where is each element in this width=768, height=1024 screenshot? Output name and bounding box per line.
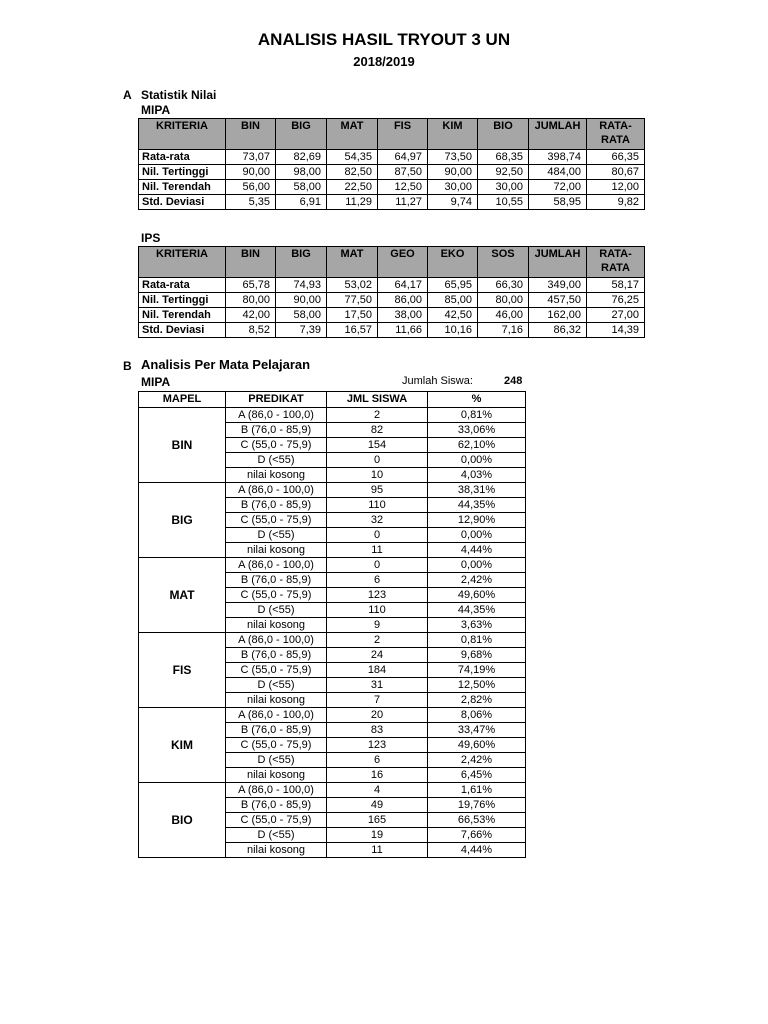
column-header: MAT: [327, 247, 378, 278]
count-cell: 154: [327, 438, 428, 453]
table-header-row: [139, 392, 526, 408]
table-row: [139, 408, 526, 423]
table-cell: 484,00: [529, 165, 587, 180]
count-cell: 6: [327, 753, 428, 768]
table-cell: 90,00: [428, 165, 478, 180]
table-cell: 7,39: [276, 323, 327, 338]
table-header-row: [139, 119, 645, 150]
count-cell: 6: [327, 573, 428, 588]
count-cell: 20: [327, 708, 428, 723]
percent-cell: 1,61%: [428, 783, 526, 798]
percent-cell: 49,60%: [428, 738, 526, 753]
jumlah-siswa-label: Jumlah Siswa:: [402, 375, 473, 387]
predikat-cell: A (86,0 - 100,0): [226, 558, 327, 573]
table-cell: 30,00: [478, 180, 529, 195]
page-subtitle: 2018/2019: [353, 54, 415, 69]
table-cell: 5,35: [226, 195, 276, 210]
predikat-cell: nilai kosong: [226, 693, 327, 708]
count-cell: 19: [327, 828, 428, 843]
column-header: JUMLAH: [529, 119, 587, 150]
percent-cell: 0,00%: [428, 558, 526, 573]
predikat-cell: D (<55): [226, 678, 327, 693]
column-header: BIG: [276, 247, 327, 278]
count-cell: 0: [327, 558, 428, 573]
count-cell: 49: [327, 798, 428, 813]
mipa-stats-table: [138, 118, 645, 210]
column-header: KIM: [428, 119, 478, 150]
count-cell: 123: [327, 588, 428, 603]
column-header: JUMLAH: [529, 247, 587, 278]
count-cell: 95: [327, 483, 428, 498]
percent-cell: 12,90%: [428, 513, 526, 528]
percent-cell: 49,60%: [428, 588, 526, 603]
row-criterion: Nil. Tertinggi: [139, 165, 226, 180]
subject-name: BIN: [139, 408, 226, 483]
table-cell: 30,00: [428, 180, 478, 195]
table-cell: 11,29: [327, 195, 378, 210]
percent-cell: 4,44%: [428, 843, 526, 858]
column-header: BIG: [276, 119, 327, 150]
percent-cell: 2,42%: [428, 573, 526, 588]
count-cell: 123: [327, 738, 428, 753]
table-cell: 12,00: [587, 180, 645, 195]
table-cell: 80,00: [478, 293, 529, 308]
percent-cell: 66,53%: [428, 813, 526, 828]
subject-name: MAT: [139, 558, 226, 633]
table-row: [139, 165, 645, 180]
column-header: GEO: [378, 247, 428, 278]
table-cell: 10,55: [478, 195, 529, 210]
predikat-cell: C (55,0 - 75,9): [226, 513, 327, 528]
percent-cell: 33,06%: [428, 423, 526, 438]
section-b-sub-label: MIPA: [141, 375, 171, 389]
count-cell: 110: [327, 498, 428, 513]
predikat-cell: nilai kosong: [226, 468, 327, 483]
row-criterion: Nil. Terendah: [139, 308, 226, 323]
percent-cell: 0,00%: [428, 453, 526, 468]
table-cell: 8,52: [226, 323, 276, 338]
count-cell: 2: [327, 408, 428, 423]
predikat-cell: C (55,0 - 75,9): [226, 738, 327, 753]
count-cell: 11: [327, 843, 428, 858]
table-cell: 54,35: [327, 150, 378, 165]
table-cell: 76,25: [587, 293, 645, 308]
column-header: KRITERIA: [139, 119, 226, 150]
table-cell: 14,39: [587, 323, 645, 338]
predikat-cell: B (76,0 - 85,9): [226, 798, 327, 813]
count-cell: 2: [327, 633, 428, 648]
percent-cell: 6,45%: [428, 768, 526, 783]
table-cell: 73,07: [226, 150, 276, 165]
column-header: EKO: [428, 247, 478, 278]
column-header: FIS: [378, 119, 428, 150]
table-cell: 58,00: [276, 180, 327, 195]
subject-name: FIS: [139, 633, 226, 708]
predikat-cell: D (<55): [226, 828, 327, 843]
table-cell: 90,00: [226, 165, 276, 180]
section-a-letter: A: [123, 88, 132, 102]
table-cell: 80,67: [587, 165, 645, 180]
table-row: [139, 150, 645, 165]
predikat-cell: B (76,0 - 85,9): [226, 423, 327, 438]
predikat-cell: B (76,0 - 85,9): [226, 498, 327, 513]
count-cell: 184: [327, 663, 428, 678]
percent-cell: 7,66%: [428, 828, 526, 843]
table-cell: 6,91: [276, 195, 327, 210]
percent-cell: 12,50%: [428, 678, 526, 693]
column-header: MAT: [327, 119, 378, 150]
table-row: [139, 180, 645, 195]
table-cell: 56,00: [226, 180, 276, 195]
subject-name: BIO: [139, 783, 226, 858]
predikat-cell: A (86,0 - 100,0): [226, 408, 327, 423]
table-row: [139, 308, 645, 323]
row-criterion: Std. Deviasi: [139, 195, 226, 210]
column-header: JML SISWA: [327, 392, 428, 408]
percent-cell: 44,35%: [428, 603, 526, 618]
table-cell: 82,69: [276, 150, 327, 165]
table-cell: 27,00: [587, 308, 645, 323]
table-row: [139, 783, 526, 798]
percent-cell: 62,10%: [428, 438, 526, 453]
table-cell: 64,17: [378, 278, 428, 293]
table-cell: 38,00: [378, 308, 428, 323]
count-cell: 7: [327, 693, 428, 708]
table-row: [139, 483, 526, 498]
table-cell: 58,17: [587, 278, 645, 293]
row-criterion: Nil. Terendah: [139, 180, 226, 195]
percent-cell: 0,00%: [428, 528, 526, 543]
table-cell: 12,50: [378, 180, 428, 195]
table-cell: 349,00: [529, 278, 587, 293]
percent-cell: 4,03%: [428, 468, 526, 483]
table-cell: 98,00: [276, 165, 327, 180]
section-b-label: Analisis Per Mata Pelajaran: [141, 357, 311, 372]
column-header: MAPEL: [139, 392, 226, 408]
percent-cell: 3,63%: [428, 618, 526, 633]
table-cell: 9,74: [428, 195, 478, 210]
predikat-cell: B (76,0 - 85,9): [226, 723, 327, 738]
column-header: RATA- RATA: [587, 119, 645, 150]
subject-name: KIM: [139, 708, 226, 783]
column-header: BIO: [478, 119, 529, 150]
section-b-letter: B: [123, 359, 132, 373]
table-cell: 162,00: [529, 308, 587, 323]
table-cell: 73,50: [428, 150, 478, 165]
percent-cell: 38,31%: [428, 483, 526, 498]
predikat-cell: C (55,0 - 75,9): [226, 663, 327, 678]
count-cell: 0: [327, 453, 428, 468]
table-cell: 457,50: [529, 293, 587, 308]
count-cell: 24: [327, 648, 428, 663]
ips-stats-table: [138, 246, 645, 338]
column-header: BIN: [226, 119, 276, 150]
count-cell: 16: [327, 768, 428, 783]
predikat-cell: A (86,0 - 100,0): [226, 783, 327, 798]
percent-cell: 4,44%: [428, 543, 526, 558]
table-cell: 77,50: [327, 293, 378, 308]
column-header: KRITERIA: [139, 247, 226, 278]
row-criterion: Rata-rata: [139, 278, 226, 293]
row-criterion: Std. Deviasi: [139, 323, 226, 338]
predikat-cell: A (86,0 - 100,0): [226, 708, 327, 723]
table-cell: 46,00: [478, 308, 529, 323]
mipa-label: MIPA: [141, 103, 171, 117]
percent-cell: 0,81%: [428, 408, 526, 423]
percent-cell: 33,47%: [428, 723, 526, 738]
table-cell: 58,00: [276, 308, 327, 323]
table-cell: 86,32: [529, 323, 587, 338]
table-cell: 9,82: [587, 195, 645, 210]
predikat-cell: D (<55): [226, 453, 327, 468]
percent-cell: 2,82%: [428, 693, 526, 708]
table-cell: 7,16: [478, 323, 529, 338]
predikat-cell: A (86,0 - 100,0): [226, 483, 327, 498]
mapel-analysis-table: [138, 391, 526, 858]
column-header: SOS: [478, 247, 529, 278]
count-cell: 32: [327, 513, 428, 528]
predikat-cell: D (<55): [226, 753, 327, 768]
table-cell: 86,00: [378, 293, 428, 308]
table-cell: 11,27: [378, 195, 428, 210]
table-cell: 80,00: [226, 293, 276, 308]
table-row: [139, 293, 645, 308]
column-header: PREDIKAT: [226, 392, 327, 408]
count-cell: 82: [327, 423, 428, 438]
predikat-cell: B (76,0 - 85,9): [226, 648, 327, 663]
predikat-cell: nilai kosong: [226, 618, 327, 633]
row-criterion: Nil. Tertinggi: [139, 293, 226, 308]
ips-label: IPS: [141, 231, 161, 245]
percent-cell: 74,19%: [428, 663, 526, 678]
predikat-cell: D (<55): [226, 603, 327, 618]
count-cell: 31: [327, 678, 428, 693]
table-row: [139, 323, 645, 338]
table-cell: 42,00: [226, 308, 276, 323]
count-cell: 10: [327, 468, 428, 483]
percent-cell: 19,76%: [428, 798, 526, 813]
count-cell: 165: [327, 813, 428, 828]
predikat-cell: A (86,0 - 100,0): [226, 633, 327, 648]
table-cell: 58,95: [529, 195, 587, 210]
table-cell: 90,00: [276, 293, 327, 308]
table-cell: 72,00: [529, 180, 587, 195]
percent-cell: 44,35%: [428, 498, 526, 513]
table-cell: 398,74: [529, 150, 587, 165]
predikat-cell: C (55,0 - 75,9): [226, 813, 327, 828]
table-row: [139, 195, 645, 210]
predikat-cell: B (76,0 - 85,9): [226, 573, 327, 588]
page-title: ANALISIS HASIL TRYOUT 3 UN: [257, 30, 511, 49]
table-cell: 64,97: [378, 150, 428, 165]
jumlah-siswa-value: 248: [504, 375, 523, 387]
table-row: [139, 278, 645, 293]
table-row: [139, 558, 526, 573]
predikat-cell: C (55,0 - 75,9): [226, 588, 327, 603]
table-cell: 65,78: [226, 278, 276, 293]
count-cell: 0: [327, 528, 428, 543]
count-cell: 83: [327, 723, 428, 738]
percent-cell: 9,68%: [428, 648, 526, 663]
table-cell: 85,00: [428, 293, 478, 308]
count-cell: 4: [327, 783, 428, 798]
table-cell: 10,16: [428, 323, 478, 338]
column-header: %: [428, 392, 526, 408]
percent-cell: 2,42%: [428, 753, 526, 768]
section-a-label: Statistik Nilai: [141, 88, 217, 102]
column-header: BIN: [226, 247, 276, 278]
predikat-cell: nilai kosong: [226, 843, 327, 858]
predikat-cell: C (55,0 - 75,9): [226, 438, 327, 453]
percent-cell: 8,06%: [428, 708, 526, 723]
table-cell: 92,50: [478, 165, 529, 180]
subject-name: BIG: [139, 483, 226, 558]
table-cell: 66,30: [478, 278, 529, 293]
count-cell: 11: [327, 543, 428, 558]
count-cell: 110: [327, 603, 428, 618]
table-cell: 53,02: [327, 278, 378, 293]
table-cell: 16,57: [327, 323, 378, 338]
table-cell: 17,50: [327, 308, 378, 323]
table-cell: 68,35: [478, 150, 529, 165]
table-row: [139, 633, 526, 648]
table-cell: 74,93: [276, 278, 327, 293]
row-criterion: Rata-rata: [139, 150, 226, 165]
predikat-cell: nilai kosong: [226, 768, 327, 783]
table-cell: 42,50: [428, 308, 478, 323]
table-cell: 82,50: [327, 165, 378, 180]
table-cell: 11,66: [378, 323, 428, 338]
table-cell: 65,95: [428, 278, 478, 293]
predikat-cell: nilai kosong: [226, 543, 327, 558]
column-header: RATA- RATA: [587, 247, 645, 278]
table-row: [139, 708, 526, 723]
count-cell: 9: [327, 618, 428, 633]
predikat-cell: D (<55): [226, 528, 327, 543]
table-cell: 87,50: [378, 165, 428, 180]
table-cell: 66,35: [587, 150, 645, 165]
percent-cell: 0,81%: [428, 633, 526, 648]
table-header-row: [139, 247, 645, 278]
table-cell: 22,50: [327, 180, 378, 195]
